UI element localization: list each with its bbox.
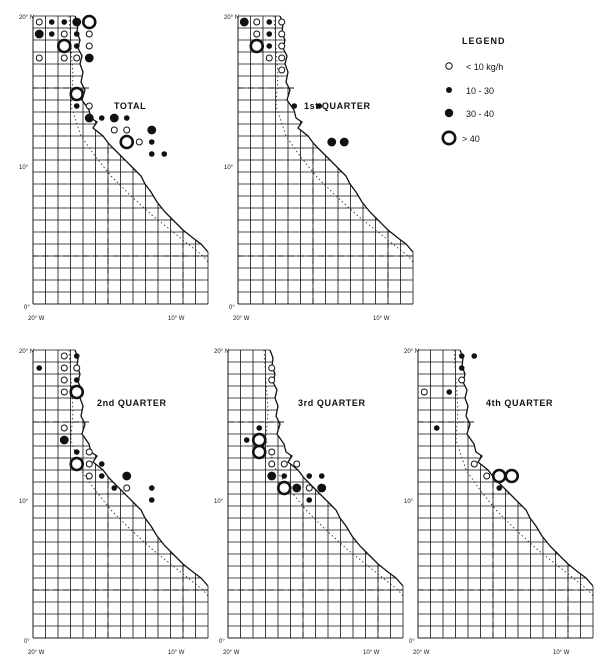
marker-30-40 xyxy=(267,472,276,481)
marker-lt-10 xyxy=(269,449,275,455)
panel-title: 3rd QUARTER xyxy=(298,398,366,408)
marker-30-40 xyxy=(85,114,94,123)
marker-lt-10 xyxy=(266,55,272,61)
lat-label-top: 20° N xyxy=(214,349,230,355)
marker-10-30 xyxy=(74,103,80,109)
panel-title: TOTAL xyxy=(114,101,147,111)
marker-30-40 xyxy=(147,126,156,135)
marker-10-30 xyxy=(459,353,465,359)
lon-label-right: 10° W xyxy=(168,650,185,656)
marker-lt-10 xyxy=(279,55,285,61)
marker-10-30 xyxy=(74,353,80,359)
marker-lt-10 xyxy=(86,43,92,49)
marker-lt-10 xyxy=(269,461,275,467)
marker-10-30 xyxy=(291,103,297,109)
marker-lt-10 xyxy=(61,353,67,359)
marker-10-30 xyxy=(149,139,155,145)
lat-label-top: 20° N xyxy=(224,15,240,21)
marker-10-30 xyxy=(124,115,130,121)
marker-10-30 xyxy=(434,425,440,431)
marker-10-30 xyxy=(74,377,80,383)
marker-lt-10 xyxy=(74,55,80,61)
lon-label-right: 10° W xyxy=(168,316,185,322)
marker-lt-10 xyxy=(421,389,427,395)
marker-10-30 xyxy=(99,473,105,479)
marker-lt-10 xyxy=(269,377,275,383)
marker-30-40 xyxy=(85,54,94,63)
marker-gt-40 xyxy=(506,470,518,482)
marker-lt-10 xyxy=(61,425,67,431)
lon-label-left: 20° W xyxy=(28,316,45,322)
lat-label-mid: 10° xyxy=(19,165,29,171)
legend-label-gt-40: > 40 xyxy=(462,134,480,144)
marker-30-40 xyxy=(317,484,326,493)
marker-lt-10 xyxy=(74,365,80,371)
map-panel-q2 xyxy=(19,348,212,656)
marker-lt-10 xyxy=(86,103,92,109)
marker-lt-10 xyxy=(61,55,67,61)
marker-lt-10 xyxy=(111,127,117,133)
lat-label-bottom: 0° xyxy=(24,305,30,311)
marker-10-30 xyxy=(99,461,105,467)
grid-lines xyxy=(418,348,597,638)
lon-label-left: 20° W xyxy=(223,650,240,656)
lat-label-top: 20° N xyxy=(19,15,35,21)
marker-lt-10 xyxy=(306,485,312,491)
grid-lines xyxy=(33,14,212,304)
marker-gt-40 xyxy=(253,446,265,458)
marker-30-40 xyxy=(240,18,249,27)
marker-10-30 xyxy=(99,115,105,121)
marker-lt-10 xyxy=(124,485,130,491)
map-panel-total xyxy=(19,14,212,322)
lat-label-mid: 10° xyxy=(19,499,29,505)
marker-lt-10 xyxy=(279,19,285,25)
legend-symbol-filled-large xyxy=(445,109,453,117)
marker-10-30 xyxy=(74,43,80,49)
legend-label-30-40: 30 - 40 xyxy=(466,109,495,119)
marker-lt-10 xyxy=(86,449,92,455)
marker-10-30 xyxy=(266,43,272,49)
legend-label-10-30: 10 - 30 xyxy=(466,86,495,96)
marker-10-30 xyxy=(459,365,465,371)
marker-lt-10 xyxy=(36,55,42,61)
marker-gt-40 xyxy=(58,40,70,52)
marker-10-30 xyxy=(306,473,312,479)
grid-lines xyxy=(238,14,417,304)
marker-10-30 xyxy=(266,19,272,25)
marker-10-30 xyxy=(111,485,117,491)
marker-gt-40 xyxy=(493,470,505,482)
marker-lt-10 xyxy=(86,31,92,37)
grid-lines xyxy=(228,348,407,638)
marker-gt-40 xyxy=(278,482,290,494)
lon-label-left: 20° W xyxy=(233,316,250,322)
marker-10-30 xyxy=(496,485,502,491)
marker-lt-10 xyxy=(136,139,142,145)
marker-lt-10 xyxy=(36,19,42,25)
lat-label-mid: 10° xyxy=(214,499,224,505)
marker-lt-10 xyxy=(124,127,130,133)
legend-title: LEGEND xyxy=(462,36,506,46)
marker-lt-10 xyxy=(86,461,92,467)
lat-label-bottom: 0° xyxy=(229,305,235,311)
legend-symbol-filled-small xyxy=(446,87,452,93)
marker-10-30 xyxy=(306,497,312,503)
marker-lt-10 xyxy=(254,19,260,25)
map-panel-q4 xyxy=(404,348,597,656)
marker-10-30 xyxy=(61,19,67,25)
marker-30-40 xyxy=(340,138,349,147)
marker-30-40 xyxy=(60,436,69,445)
marker-30-40 xyxy=(35,30,44,39)
marker-lt-10 xyxy=(279,67,285,73)
marker-lt-10 xyxy=(471,461,477,467)
marker-lt-10 xyxy=(254,31,260,37)
lon-label-left: 20° W xyxy=(413,650,430,656)
map-panel-q3 xyxy=(214,348,407,656)
marker-10-30 xyxy=(74,449,80,455)
panel-title: 4th QUARTER xyxy=(486,398,554,408)
lat-label-bottom: 0° xyxy=(24,639,30,645)
marker-10-30 xyxy=(244,437,250,443)
marker-30-40 xyxy=(72,18,81,27)
lon-label-right: 10° W xyxy=(373,316,390,322)
map-panel-q1 xyxy=(224,14,417,322)
marker-lt-10 xyxy=(61,377,67,383)
marker-lt-10 xyxy=(269,365,275,371)
marker-lt-10 xyxy=(281,461,287,467)
marker-lt-10 xyxy=(61,389,67,395)
marker-lt-10 xyxy=(294,461,300,467)
panel-title: 2nd QUARTER xyxy=(97,398,167,408)
lon-label-right: 10° W xyxy=(363,650,380,656)
marker-10-30 xyxy=(266,31,272,37)
lat-label-bottom: 0° xyxy=(219,639,225,645)
lon-label-left: 20° W xyxy=(28,650,45,656)
lat-label-bottom: 0° xyxy=(409,639,415,645)
marker-lt-10 xyxy=(459,377,465,383)
marker-30-40 xyxy=(110,114,119,123)
marker-gt-40 xyxy=(253,434,265,446)
marker-10-30 xyxy=(74,31,80,37)
marker-10-30 xyxy=(49,31,55,37)
marker-10-30 xyxy=(149,497,155,503)
marker-gt-40 xyxy=(251,40,263,52)
panel-title: 1st QUARTER xyxy=(304,101,371,111)
lat-label-mid: 10° xyxy=(224,165,234,171)
lon-label-right: 10° W xyxy=(553,650,570,656)
marker-10-30 xyxy=(256,425,262,431)
marker-10-30 xyxy=(49,19,55,25)
legend xyxy=(443,36,506,144)
marker-10-30 xyxy=(319,473,325,479)
marker-lt-10 xyxy=(86,473,92,479)
marker-lt-10 xyxy=(279,43,285,49)
marker-10-30 xyxy=(446,389,452,395)
lat-label-top: 20° N xyxy=(404,349,420,355)
marker-gt-40 xyxy=(121,136,133,148)
legend-label-lt-10: < 10 kg/h xyxy=(466,62,504,72)
marker-lt-10 xyxy=(484,473,490,479)
lat-label-mid: 10° xyxy=(404,499,414,505)
marker-30-40 xyxy=(122,472,131,481)
legend-symbol-ring-large xyxy=(443,132,455,144)
marker-lt-10 xyxy=(61,365,67,371)
marker-gt-40 xyxy=(71,386,83,398)
marker-10-30 xyxy=(36,365,42,371)
marker-lt-10 xyxy=(61,31,67,37)
marker-10-30 xyxy=(149,151,155,157)
marker-30-40 xyxy=(327,138,336,147)
marker-10-30 xyxy=(161,151,167,157)
grid-lines xyxy=(33,348,212,638)
lat-label-top: 20° N xyxy=(19,349,35,355)
marker-10-30 xyxy=(149,485,155,491)
marker-gt-40 xyxy=(71,458,83,470)
marker-gt-40 xyxy=(83,16,95,28)
marker-30-40 xyxy=(292,484,301,493)
marker-lt-10 xyxy=(279,31,285,37)
marker-10-30 xyxy=(471,353,477,359)
marker-10-30 xyxy=(281,473,287,479)
legend-symbol-open-small xyxy=(446,63,452,69)
marker-gt-40 xyxy=(71,88,83,100)
